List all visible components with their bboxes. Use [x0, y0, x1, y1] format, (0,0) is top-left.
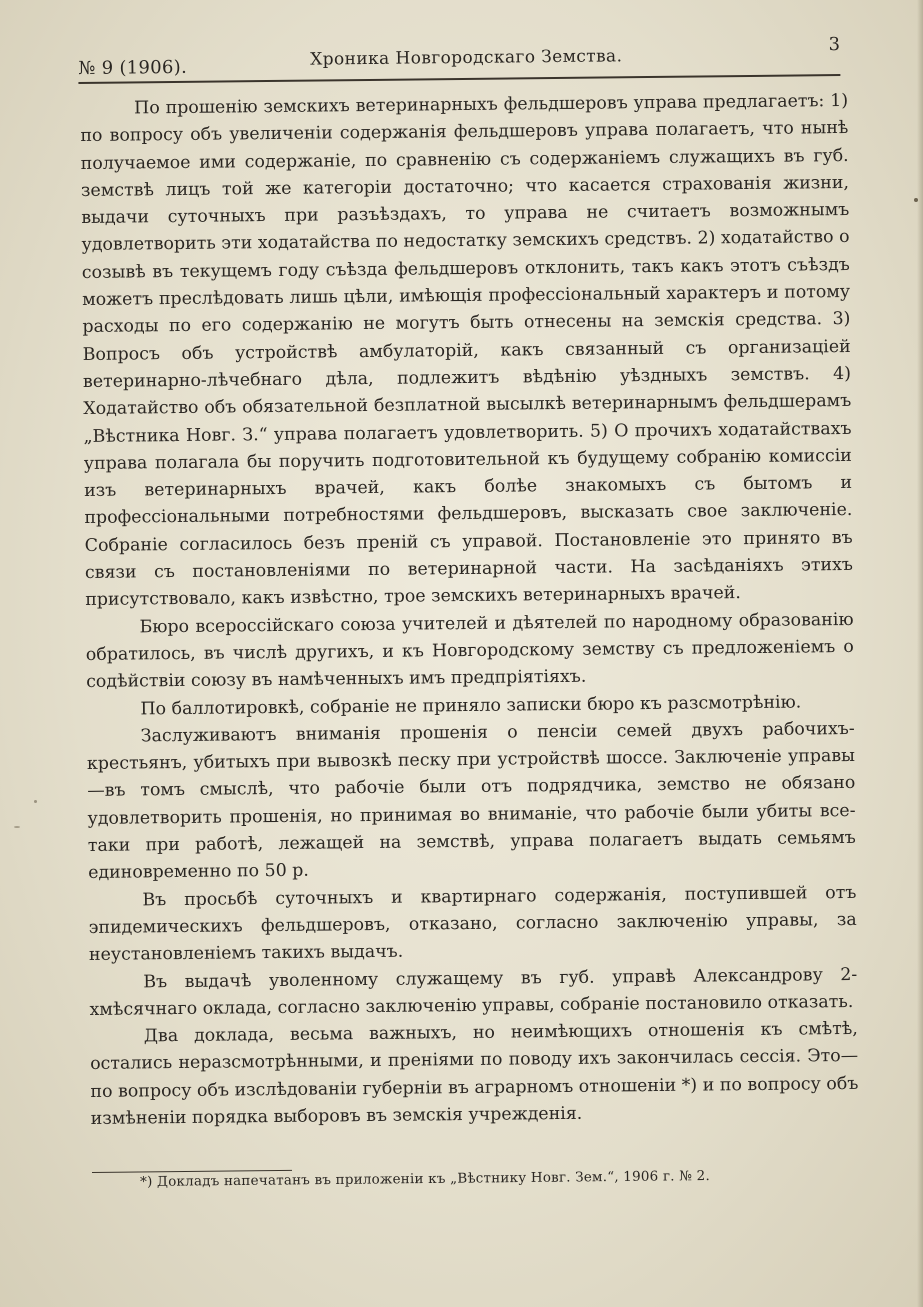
paragraph-pension-petitions: Заслуживаютъ вниманія прошенія о пенсіи семей двухъ рабочихъ-крестьянъ, убитыхъ при вывозкѣ песку при устройствѣ шоссе. Заключеніе управы —въ томъ смыслѣ, что рабочіе были отъ подрядчика, земство не обязано удовлетворить прошенія, но принимая во вниманіе, что рабочіе были убиты все-таки при работѣ, лежащей на земствѣ, управа полагаетъ выдать семьямъ единовременно по 50 р. — [86, 718, 856, 884]
paragraph-teachers-union: Бюро всероссійскаго союза учителей и дѣятелей по народному образованію обратилось, въ числѣ другихъ, и къ Новгородскому земству съ предложеніемъ о содѣйствіи союзу въ намѣченныхъ имъ предпріятіяхъ. — [85, 609, 854, 693]
paragraph-aleksandrov: Въ выдачѣ уволенному служащему въ губ. управѣ Александрову 2-хмѣсячнаго оклада, согласно заключенію управы, собраніе постановило отказать. — [89, 964, 858, 1020]
page-number: 3 — [828, 34, 841, 56]
paper-speck — [34, 800, 37, 803]
paper-speck — [914, 198, 918, 202]
paragraph-veterinary-petitions: По прошенію земскихъ ветеринарныхъ фельдшеровъ управа предлагаетъ: 1) по вопросу объ увеличеніи содержанія фельдшеровъ управа полагаетъ, что нынѣ получаемое ими содержаніе, по сравненію съ содержаніемъ служащихъ въ губ. земствѣ лицъ той же категоріи достаточно; что касается страхованія жизни, выдачи суточныхъ при разъѣздахъ, то управа не считаетъ возможнымъ удовлетворить эти ходатайства по недостатку земскихъ средствъ. 2) ходатайство о созывѣ въ текущемъ году съѣзда фельдшеровъ отклонить, такъ какъ этотъ съѣздъ можетъ преслѣдовать лишь цѣли, имѣющія профессіональный характеръ и потому расходы по его содержанію не могутъ быть отнесены на земскія средства. 3) Вопросъ объ устройствѣ амбулаторій, какъ связанный съ организаціей ветеринарно-лѣчебнаго дѣла, подлежитъ вѣдѣнію уѣздныхъ земствъ. 4) Ходатайство объ обязательной безплатной высылкѣ ветеринарнымъ фельдшерамъ „Вѣстника Новг. З.“ управа полагаетъ удовлетворить. 5) О прочихъ ходатайствахъ управа полагала бы поручить подготовительной къ будущему собранію комиссіи изъ ветеринарныхъ врачей, какъ болѣе знакомыхъ съ бытомъ и профессіональными потребностями фельдшеровъ, высказать свое заключеніе. Собраніе согласилось безъ преній съ управой. Постановленіе это принято въ связи съ постановленіями по ветеринарной части. На засѣданіяхъ этихъ присутствовало, какъ извѣстно, трое земскихъ ветеринарныхъ врачей. — [80, 90, 854, 611]
header-rule — [78, 74, 840, 84]
paragraph-session-close: Два доклада, весьма важныхъ, но неимѣющихъ отношенія къ смѣтѣ, остались неразсмотрѣнными, и преніями по поводу ихъ закончилась сессія. Это—по вопросу объ изслѣдованіи губерніи въ аграрномъ отношеніи *) и по вопросу объ измѣненіи порядка выборовъ въ земскія учрежденія. — [90, 1019, 859, 1129]
body-text — [80, 88, 859, 1133]
paper-speck — [14, 826, 20, 828]
paragraph-ballot: По баллотировкѣ, собраніе не приняло записки бюро къ разсмотрѣнію. — [140, 692, 802, 719]
page-edge-shadow — [917, 0, 923, 1307]
running-header — [78, 34, 846, 80]
footnote: *) Докладъ напечатанъ въ приложеніи къ „Вѣстнику Новг. Зем.“, 1906 г. № 2. — [140, 1168, 710, 1190]
running-title: Хроника Новгородскаго Земства. — [310, 46, 623, 70]
issue-number: № 9 (1906). — [78, 56, 188, 79]
paragraph-epidemic-feldshers: Въ просьбѣ суточныхъ и квартирнаго содержанія, поступившей отъ эпидемическихъ фельдшеровъ, отказано, согласно заключенію управы, за неустановленіемъ такихъ выдачъ. — [88, 882, 857, 966]
